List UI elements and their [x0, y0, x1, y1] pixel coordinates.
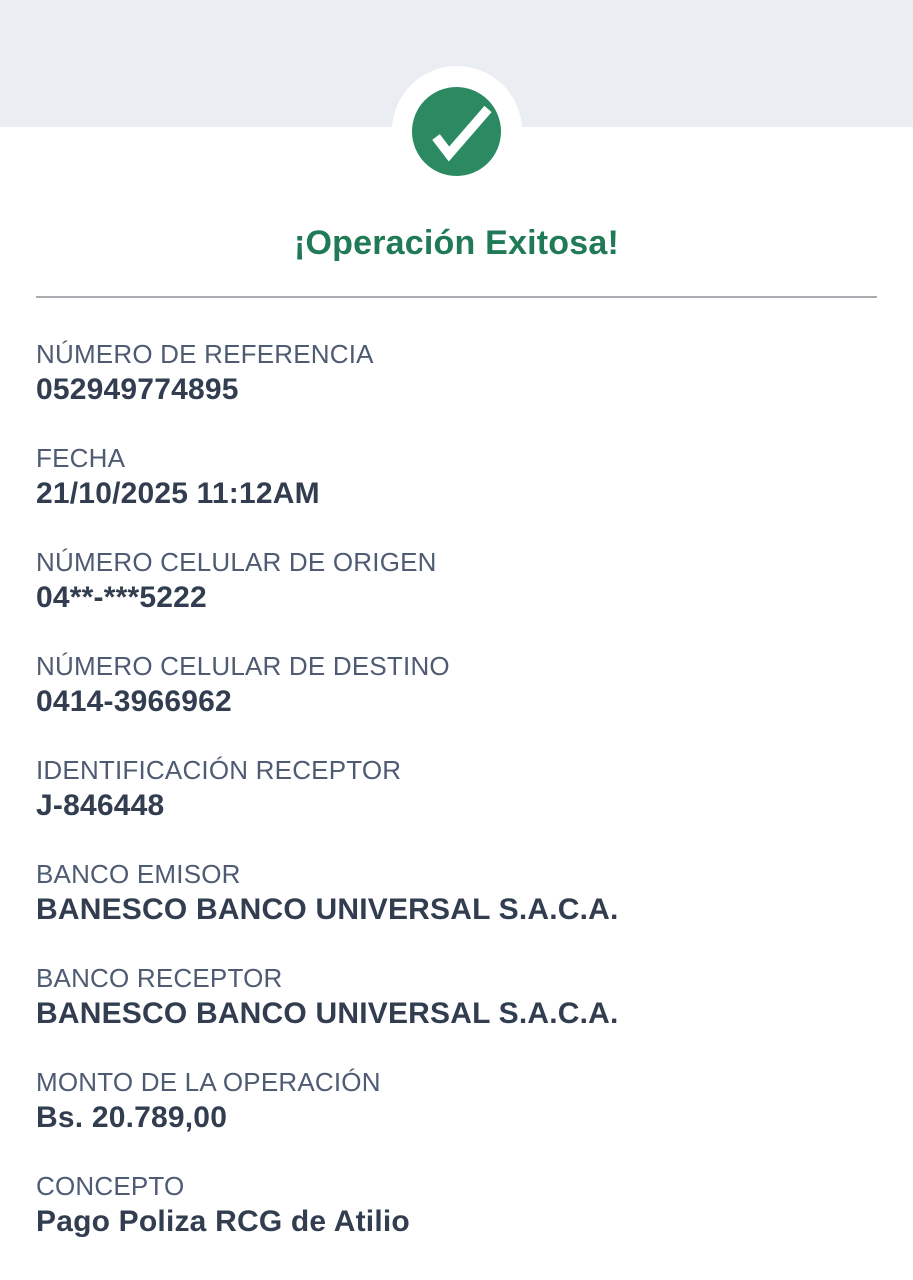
field-label: IDENTIFICACIÓN RECEPTOR	[36, 755, 402, 785]
receipt-field	[36, 858, 877, 929]
receipt-field	[36, 338, 877, 409]
receipt-field	[36, 442, 877, 513]
receipt-field	[36, 650, 877, 721]
success-icon-halo	[392, 66, 522, 196]
receipt-field	[36, 1170, 877, 1241]
field-value: 0414-3966962	[36, 685, 232, 718]
field-value: 21/10/2025 11:12AM	[36, 477, 320, 510]
field-label: MONTO DE LA OPERACIÓN	[36, 1067, 381, 1097]
success-title: ¡Operación Exitosa!	[294, 224, 619, 262]
field-label: BANCO EMISOR	[36, 859, 241, 889]
field-label: NÚMERO CELULAR DE ORIGEN	[36, 547, 437, 577]
field-label: FECHA	[36, 443, 126, 473]
field-value: Bs. 20.789,00	[36, 1101, 228, 1134]
divider	[36, 296, 877, 298]
receipt-fields	[36, 338, 877, 1241]
field-label: NÚMERO CELULAR DE DESTINO	[36, 651, 450, 681]
field-value: Pago Poliza RCG de Atilio	[36, 1205, 410, 1238]
field-value: 04**-***5222	[36, 581, 207, 614]
check-circle-icon	[412, 87, 501, 176]
field-label: NÚMERO DE REFERENCIA	[36, 339, 374, 369]
receipt-field	[36, 754, 877, 825]
field-value: BANESCO BANCO UNIVERSAL S.A.C.A.	[36, 997, 619, 1030]
field-label: BANCO RECEPTOR	[36, 963, 283, 993]
field-value: J-846448	[36, 789, 165, 822]
receipt-field	[36, 962, 877, 1033]
field-value: BANESCO BANCO UNIVERSAL S.A.C.A.	[36, 893, 619, 926]
field-label: CONCEPTO	[36, 1171, 185, 1201]
receipt-field	[36, 1066, 877, 1137]
receipt-field	[36, 546, 877, 617]
field-value: 052949774895	[36, 373, 239, 406]
